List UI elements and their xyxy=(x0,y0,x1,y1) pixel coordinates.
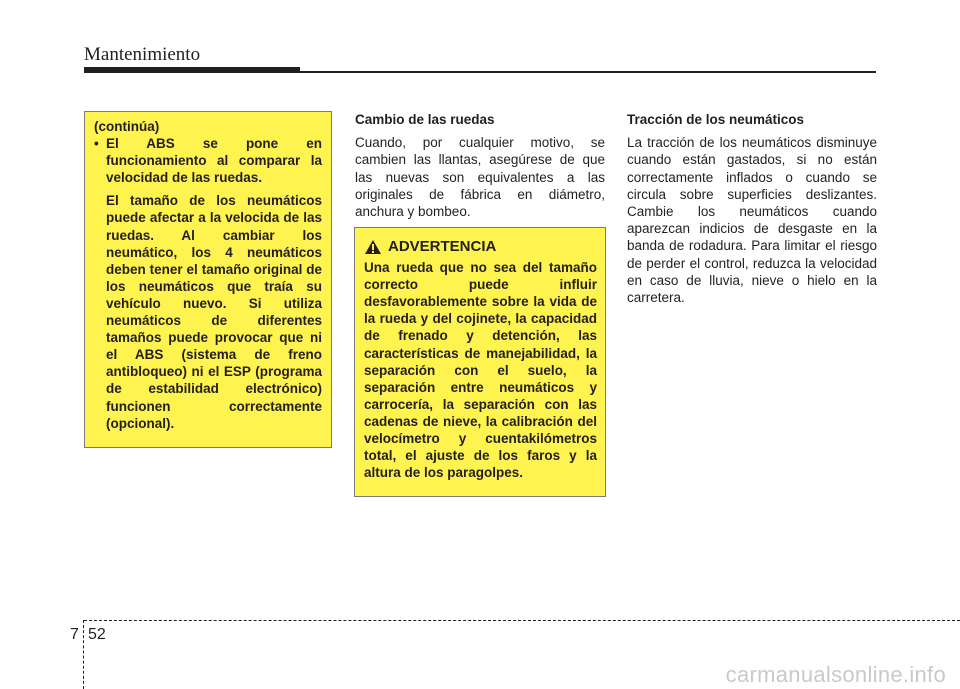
bullet-item xyxy=(94,135,322,186)
header-rule-thin xyxy=(300,71,876,73)
header-rule-thick xyxy=(84,67,300,73)
warning-title: ADVERTENCIA xyxy=(388,238,497,255)
warning-box xyxy=(354,227,606,497)
bullet-text: El ABS se pone en funcionamiento al comparar la velocidad de las ruedas. xyxy=(106,136,322,186)
caution-box xyxy=(84,111,332,448)
warning-triangle-icon xyxy=(364,239,382,255)
page-number: 52 xyxy=(88,626,106,643)
wheel-change-section xyxy=(355,111,605,220)
continued-label: (continúa) xyxy=(94,119,160,134)
warning-header xyxy=(364,238,597,255)
section-title: Mantenimiento xyxy=(84,44,201,65)
bullet-dot-icon: • xyxy=(94,136,99,152)
watermark: carmanualsonline.info xyxy=(725,662,946,687)
caution-paragraph: El tamaño de los neumáticos puede afectar a la velocida de las ruedas. Al cambiar los neumático, los 4 neumáticos deben tener el tamaño original de los neumáticos que traía su vehículo nuevo. Si utiliza neumáticos de diferentes tamaños puede provocar que ni el ABS (sistema de freno antibloqueo) ni el ESP (programa de estabilidad electrónico) funcionen correctamente (opcional). xyxy=(106,193,322,431)
wheel-change-body: Cuando, por cualquier motivo, se cambien las llantas, asegúrese de que las nuevas son equivalentes a las originales de fábrica en diámetro, anchura y bombeo. xyxy=(355,135,605,220)
traction-title: Tracción de los neumáticos xyxy=(627,112,805,127)
traction-section xyxy=(627,111,877,306)
warning-body: Una rueda que no sea del tamaño correcto puede influir desfavorablemente sobre la vida de la rueda y del cojinete, la capacidad de frenado y detención, las características de manejabilidad, la separación con el suelo, la separación entre neumáticos y carrocería, la separación con las cadenas de nieve, la calibración del velocímetro y cuentakilómetros total, el ajuste de los faros y la altura de los paragolpes. xyxy=(364,260,597,481)
chapter-number: 7 xyxy=(70,626,79,643)
footer-divider xyxy=(83,620,84,689)
traction-body: La tracción de los neumáticos disminuye cuando están gastados, si no están correctamente inflados o cuando se circula sobre superficies deslizantes. Cambie los neumáticos cuando aparezcan indicios de desgaste en la banda de rodadura. Para limitar el riesgo de perder el control, reduzca la velocidad en caso de lluvia, nieve o hielo en la carretera. xyxy=(627,135,877,306)
footer-rule xyxy=(84,620,960,621)
wheel-change-title: Cambio de las ruedas xyxy=(355,112,495,127)
